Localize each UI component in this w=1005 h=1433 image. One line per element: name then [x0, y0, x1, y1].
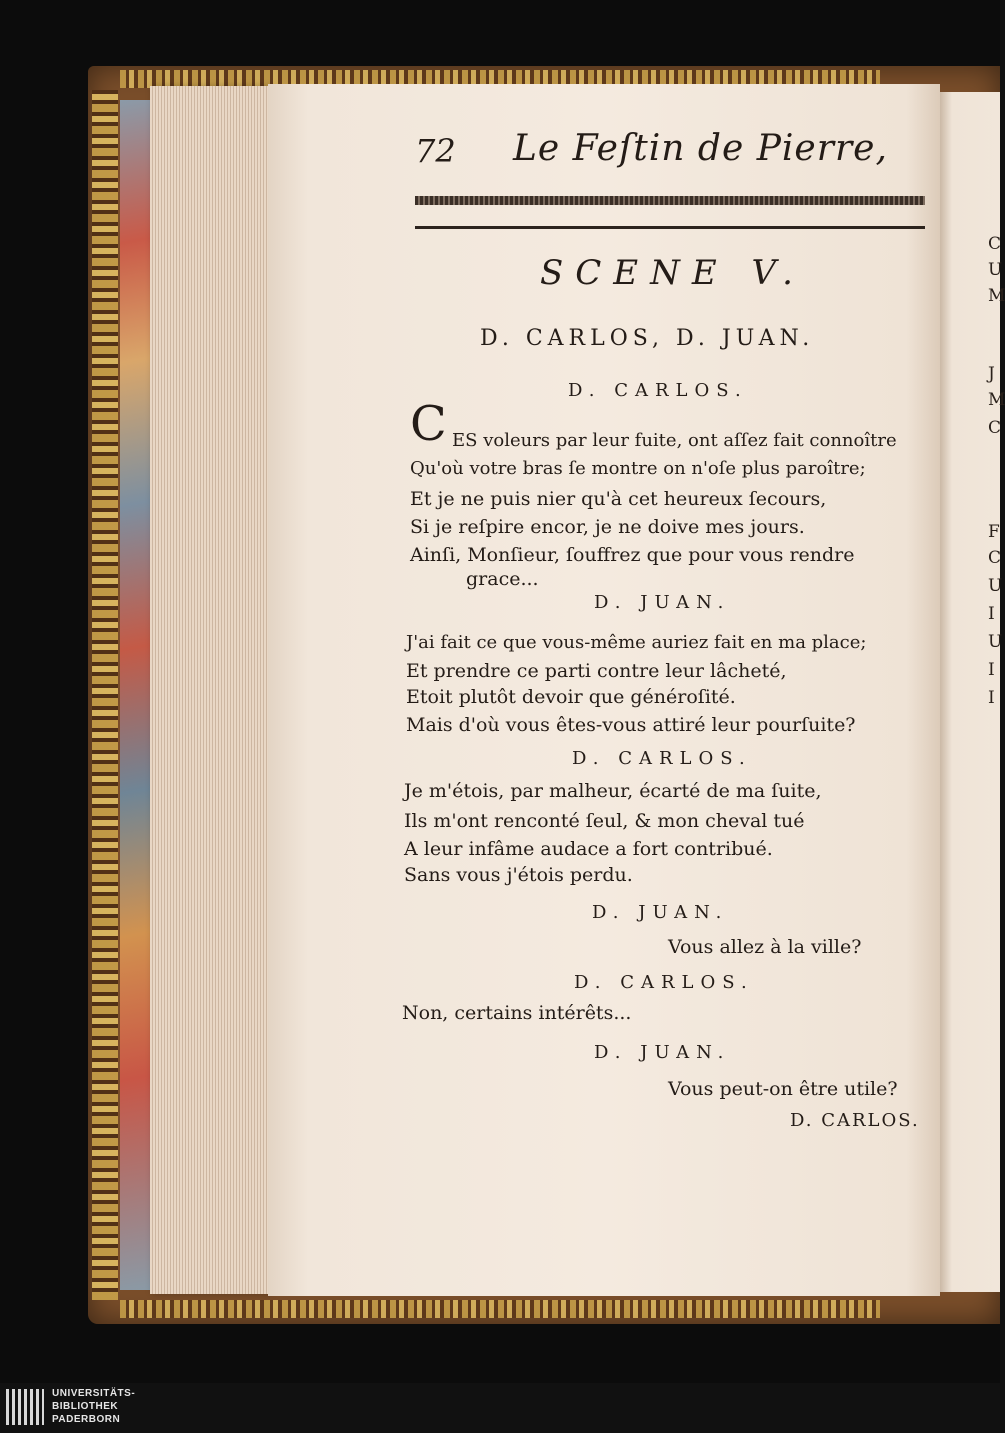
verse-line: Qu'où votre bras ſe montre on n'oſe plus paroître; — [410, 458, 866, 479]
adjacent-page-fragment: C — [988, 548, 1002, 568]
verse-line: ES voleurs par leur fuite, ont aſſez fait connoître — [452, 430, 897, 451]
adjacent-page-fragment: C — [988, 418, 1002, 438]
adjacent-page-fragment: I — [988, 660, 995, 680]
verse-line: Vous peut-on être utile? — [668, 1078, 898, 1100]
verse-line: Sans vous j'étois perdu. — [404, 864, 633, 886]
verse-line: Vous allez à la ville? — [668, 936, 862, 958]
speaker-name: D. JUAN. — [594, 1042, 731, 1063]
library-name-line: BIBLIOTHEK — [52, 1401, 119, 1412]
verse-line: J'ai fait ce que vous-même auriez fait en ma place; — [406, 632, 867, 653]
running-head — [415, 128, 935, 178]
verse-line: Ainſi, Monſieur, ſouffrez que pour vous rendre — [410, 544, 855, 566]
verse-line: Mais d'où vous êtes-vous attiré leur pourſuite? — [406, 714, 856, 736]
drop-cap: C — [410, 396, 447, 452]
rule-line — [415, 226, 925, 229]
verse-line: Non, certains intérêts... — [402, 1002, 632, 1024]
verse-line: Ils m'ont renconté ſeul, & mon cheval tué — [404, 810, 805, 832]
adjacent-page-fragment: M — [988, 390, 1005, 410]
verse-line: Etoit plutôt devoir que généroſité. — [406, 686, 736, 708]
speaker-name: D. CARLOS. — [574, 972, 754, 993]
library-logo-icon — [6, 1389, 44, 1425]
adjacent-page-fragment: I — [988, 688, 995, 708]
cast-list: D. CARLOS, D. JUAN. — [480, 326, 815, 351]
ornamental-rule — [415, 196, 925, 205]
verse-line: Et prendre ce parti contre leur lâcheté, — [406, 660, 787, 682]
adjacent-page — [940, 92, 1005, 1292]
adjacent-page-fragment: U — [988, 576, 1003, 596]
library-name-line: PADERBORN — [52, 1414, 121, 1425]
page-number: 72 — [415, 132, 456, 170]
speaker-name: D. CARLOS. — [568, 380, 748, 401]
adjacent-page-fragment: M — [988, 286, 1005, 306]
adjacent-page-fragment: J — [988, 364, 995, 384]
page-edges — [150, 86, 270, 1294]
scene-heading: SCENE V. — [540, 253, 805, 293]
speaker-name: D. JUAN. — [592, 902, 729, 923]
verse-line: grace... — [466, 568, 539, 590]
gilt-border-left — [92, 90, 118, 1300]
library-footer — [0, 1383, 1000, 1433]
gilt-border-bottom — [120, 1300, 880, 1318]
adjacent-page-fragment: U — [988, 632, 1003, 652]
library-name-line: UNIVERSITÄTS- — [52, 1388, 136, 1399]
running-title: Le Feſtin de Pierre, — [513, 128, 888, 169]
speaker-name: D. CARLOS. — [572, 748, 752, 769]
adjacent-page-fragment: U — [988, 260, 1003, 280]
adjacent-page-fragment: F — [988, 522, 1000, 542]
speaker-name: D. JUAN. — [594, 592, 731, 613]
catchword: D. CARLOS. — [790, 1110, 920, 1131]
verse-line: Je m'étois, par malheur, écarté de ma ſuite, — [404, 780, 822, 802]
adjacent-page-fragment: I — [988, 604, 995, 624]
verse-line: Et je ne puis nier qu'à cet heureux ſecours, — [410, 488, 827, 510]
verse-line: A leur infâme audace a fort contribué. — [404, 838, 773, 860]
verse-line: Si je reſpire encor, je ne doive mes jours. — [410, 516, 805, 538]
library-name — [52, 1387, 135, 1426]
adjacent-page-fragment: C — [988, 234, 1002, 254]
